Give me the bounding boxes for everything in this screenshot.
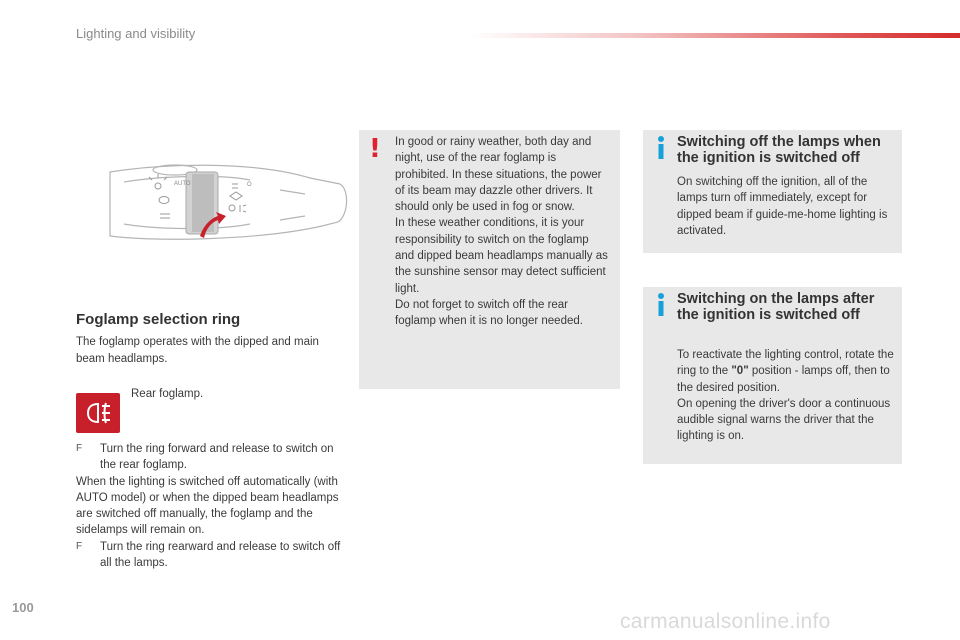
lighting-stalk-illustration — [100, 150, 350, 250]
info-text: On switching off the ignition, all of the lamps turn off immediately, except for dipped beam if guide-me-home lighting is activated. — [677, 176, 888, 237]
header-accent-bar — [470, 33, 960, 38]
step-text: Turn the ring rearward and release to switch off all the lamps. — [100, 540, 341, 570]
info-paragraph — [677, 347, 897, 396]
warning-paragraph: In these weather conditions, it is your responsibility to switch on the foglamp and dipped beam headlamps manually as the sunshine sensor may detect sufficient light. — [395, 217, 608, 295]
info-title: Switching on the lamps after the ignition is switched off — [677, 291, 875, 323]
step-text: Turn the ring forward and release to switch on the rear foglamp. — [100, 443, 334, 472]
info-panel-lamps-off — [643, 130, 902, 253]
step-bullet: F — [76, 443, 83, 454]
illustration-label-auto: AUTO — [174, 181, 191, 187]
info-title: Switching off the lamps when the ignition is switched off — [677, 134, 881, 166]
info-panel-lamps-on — [643, 287, 902, 464]
warning-icon: ! — [369, 134, 381, 164]
foglamp-note: When the lighting is switched off automatically (with AUTO model) or when the dipped beam headlamps are switched off manually, the foglamp and the sidelamps will remain on. — [76, 475, 339, 537]
foglamp-heading: Foglamp selection ring — [76, 311, 241, 328]
warning-paragraph: In good or rainy weather, both day and night, use of the rear foglamp is prohibited. In these situations, the power of its beam may dazzle other drivers. It should only be used in fog or snow. — [395, 136, 602, 214]
warning-panel — [359, 130, 620, 389]
foglamp-intro: The foglamp operates with the dipped and main beam headlamps. — [76, 336, 319, 365]
warning-text — [395, 134, 611, 330]
instruction-step — [76, 441, 346, 474]
info-text-part: position - lamps off, then to the desired position. — [677, 365, 890, 394]
illustration-label-o: O — [247, 182, 252, 188]
rear-foglamp-icon — [76, 393, 120, 433]
section-title: Lighting and visibility — [76, 26, 196, 41]
info-icon — [653, 291, 669, 317]
watermark: carmanualsonline.info — [620, 610, 831, 633]
info-text — [677, 347, 897, 445]
info-paragraph: On opening the driver's door a continuous audible signal warns the driver that the lighting is on. — [677, 397, 891, 443]
rear-foglamp-caption: Rear foglamp. — [131, 388, 204, 400]
info-text-part: To reactivate the lighting control, rotate the ring to the — [677, 349, 894, 378]
warning-paragraph: Do not forget to switch off the rear foglamp when it is no longer needed. — [395, 298, 583, 328]
info-icon — [653, 134, 669, 160]
step-bullet: F — [76, 540, 83, 552]
position-zero-label: "0" — [731, 365, 749, 378]
page-number: 100 — [12, 600, 34, 615]
instruction-step — [76, 539, 346, 572]
foglamp-instructions — [76, 441, 346, 571]
